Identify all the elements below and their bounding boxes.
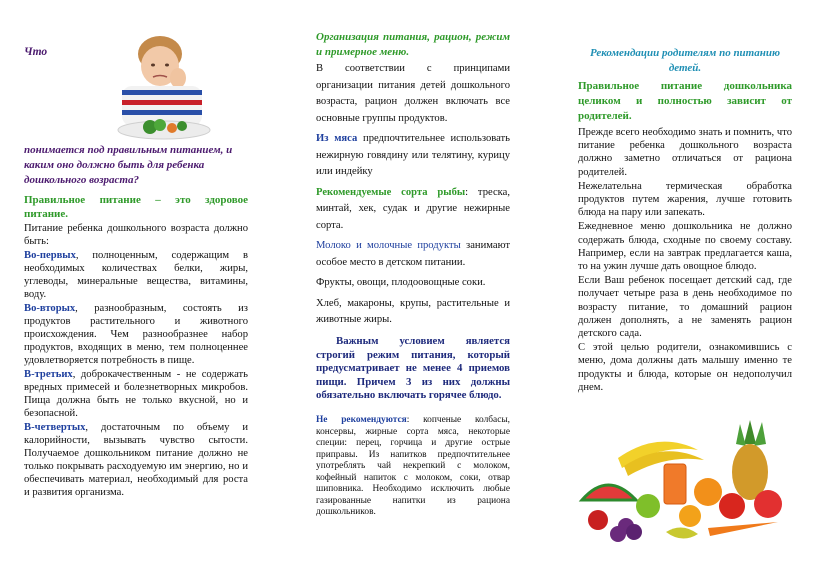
point-second-text: , разнообразным, состоять из продуктов растительного и животного происхождения. Чем разнообразнее набор продуктов, входящих в меню, тем полноценнее удовлетворяется потребность в пище. [24, 303, 248, 366]
point-fourth-lead: В-четвертых [24, 422, 86, 433]
child-eating-photo [92, 32, 232, 142]
menu-heading: Организация питания, рацион, режим и примерное меню. [316, 31, 510, 58]
nutrition-requirements [24, 222, 248, 500]
healthy-food-heading: Правильное питание – это здоровое питание. [24, 194, 248, 220]
fish-text: : треска, минтай, хек, судак и другие нежирные сорта. [316, 186, 510, 231]
point-fourth-text: , достаточным по объему и калорийности, вызывать чувство сытости. Получаемое дошкольником питание должно не только покрывать расходуемую им энергию, но и обеспечивать материал, необходимый для роста и развития организма. [24, 422, 248, 498]
parents-p5: С этой целью родители, ознакомившись с меню, дома должны дать малышу именно те продукты и блюда, которые он недополучил днем. [578, 342, 792, 393]
menu-body [316, 61, 510, 333]
bread-paragraph: Хлеб, макароны, крупы, растительные и животные жиры. [316, 297, 510, 325]
point-fourth [24, 421, 248, 499]
point-first-text: , полноценным, содержащим в необходимых количествах белки, жиры, углеводы, минеральные вещества, витамины, воду. [24, 250, 248, 300]
not-recommended-lead: Не рекомендуются [316, 415, 407, 425]
point-first [24, 249, 248, 301]
principles-text: В соответствии с принципами организации питания детей дошкольного возраста, рацион должен включать все основные группы продуктов. [316, 63, 510, 124]
fish-lead: Рекомендуемые сорта рыбы [316, 186, 466, 198]
question-start: Что [24, 46, 48, 58]
parents-p1: Прежде всего необходимо знать и помнить, что питание ребенка дошкольного возраста должно заметно отличаться от рациона родителей. [578, 127, 792, 178]
parents-p2: Нежелательна термическая обработка продуктов путем жарения, лучше готовить блюда на пару или запекать. [578, 180, 792, 219]
fish-paragraph [316, 185, 510, 235]
parents-subheading: Правильное питание дошкольника целиком и полностью зависит от родителей. [578, 80, 792, 122]
fruits-paragraph: Фрукты, овощи, плодоовощные соки. [316, 277, 486, 288]
point-third-lead: В-третьих [24, 369, 73, 380]
intro-text: Питание ребенка дошкольного возраста должно быть: [24, 223, 248, 247]
parents-body [578, 126, 792, 395]
not-recommended [316, 415, 510, 519]
question-text: понимается под правильным питанием, и каким оно должно быть для ребенка дошкольного возраста? [24, 144, 233, 186]
fruits-vegetables-photo [578, 410, 792, 550]
point-second-lead: Во-вторых [24, 303, 76, 314]
parents-p3: Ежедневное меню дошкольника не должно содержать блюда, сходные по своему составу. Например, если на завтрак предлагается каша, то на ужин лучше дать овощное блюдо. [578, 221, 792, 273]
point-second [24, 302, 248, 367]
parents-heading: Рекомендации родителям по питанию детей. [590, 47, 780, 74]
not-recommended-text: : копченые колбасы, консервы, жирные сорта мяса, некоторые специи: перец, горчица и другие острые приправы. Из напитков предпочтительнее употреблять чай некрепкий с молоком, кофейный напиток с молоком, соки, отвар шиповника. Необходимо исключить любые газированные напитки из рациона дошкольников. [316, 415, 510, 517]
meat-paragraph [316, 131, 510, 181]
meal-regime-note: Важным условием является строгий режим питания, который предусматривает не менее 4 приемов пищи. Причем 3 из них должны обязательно включать горячее блюдо. [316, 335, 510, 401]
parents-p4: Если Ваш ребенок посещает детский сад, где получает четыре раза в день необходимое по возрасту питание, то домашний рацион должен дополнять, а не заменять рацион детского сада. [578, 275, 792, 340]
meat-text: предпочтительнее использовать нежирную говядину или телятину, курицу или индейку [316, 133, 510, 177]
point-third [24, 368, 248, 420]
milk-text: занимают особое место в детском питании. [316, 240, 510, 268]
milk-paragraph [316, 238, 510, 271]
meat-lead: Из мяса [316, 133, 358, 144]
milk-lead: Молоко и молочные продукты [316, 240, 461, 251]
point-third-text: , доброкачественным - не содержать вредных примесей и болезнетворных микробов. Пища должна быть не только вкусной, но и безопасной. [24, 369, 248, 419]
point-first-lead: Во-первых [24, 250, 76, 261]
